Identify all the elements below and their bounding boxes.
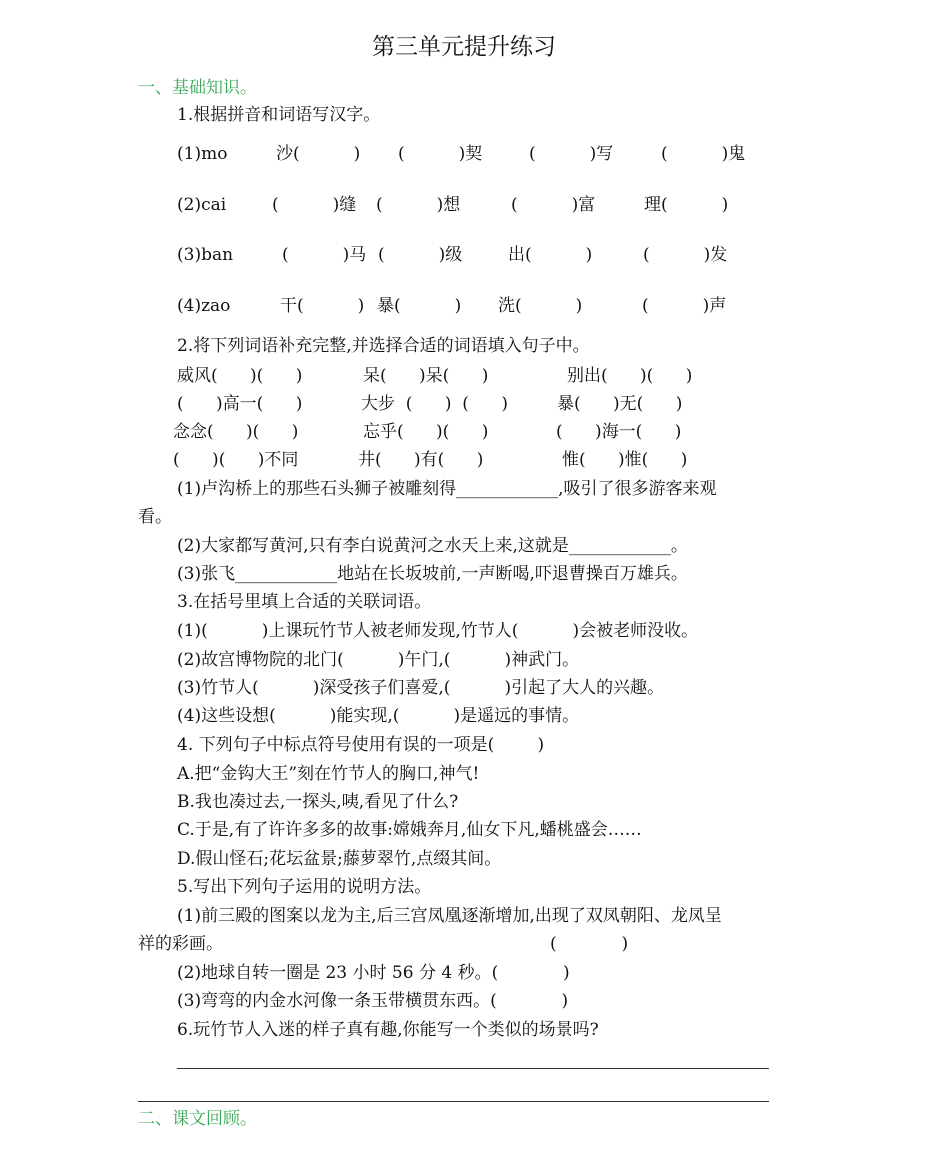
question-1-stem: 1.根据拼音和词语写汉字。 bbox=[177, 105, 381, 125]
q2-sentence-1: (1)卢沟桥上的那些石头狮子被雕刻得____________,吸引了很多游客来观 bbox=[177, 479, 717, 499]
section-heading-2: 二、课文回顾。 bbox=[138, 1109, 257, 1129]
q1-blank-item: 理( ) bbox=[644, 195, 729, 215]
q1-blank-item: ( )契 bbox=[398, 144, 483, 164]
q5-item-1: (1)前三殿的图案以龙为主,后三宫凤凰逐渐增加,出现了双凤朝阳、龙凤呈 bbox=[177, 906, 722, 926]
q2-sentence-2: (2)大家都写黄河,只有李白说黄河之水天上来,这就是____________。 bbox=[177, 536, 688, 556]
q1-blank-item: 干( ) bbox=[280, 296, 365, 316]
q5-item-2: (2)地球自转一圈是 23 小时 56 分 4 秒。( ) bbox=[177, 963, 570, 983]
question-4-stem: 4. 下列句子中标点符号使用有误的一项是( ) bbox=[177, 735, 545, 755]
question-3-stem: 3.在括号里填上合适的关联词语。 bbox=[177, 592, 432, 612]
q5-item-3: (3)弯弯的内金水河像一条玉带横贯东西。( ) bbox=[177, 991, 569, 1011]
q5-item-1-continued: 祥的彩画。 bbox=[138, 934, 223, 954]
q3-item: (1)( )上课玩竹节人被老师发现,竹节人( )会被老师没收。 bbox=[177, 621, 699, 641]
answer-line bbox=[138, 1101, 769, 1102]
idiom-item: 威风( )( ) bbox=[177, 366, 303, 386]
q1-row-label: (4)zao bbox=[177, 296, 231, 316]
idiom-item: ( )( )不同 bbox=[173, 450, 299, 470]
q1-blank-item: ( )缝 bbox=[272, 195, 357, 215]
idiom-item: 暴( )无( ) bbox=[557, 394, 683, 414]
q4-option-d: D.假山怪石;花坛盆景;藤萝翠竹,点缀其间。 bbox=[177, 849, 502, 869]
q1-row-label: (1)mo bbox=[177, 144, 228, 164]
q1-blank-item: 暴( ) bbox=[377, 296, 462, 316]
q4-option-a: A.把“金钩大王”刻在竹节人的胸口,神气! bbox=[177, 764, 480, 784]
idiom-item: 惟( )惟( ) bbox=[562, 450, 688, 470]
idiom-item: 别出( )( ) bbox=[567, 366, 693, 386]
idiom-item: ( )海一( ) bbox=[556, 422, 682, 442]
answer-line bbox=[177, 1068, 769, 1069]
idiom-item: 呆( )呆( ) bbox=[363, 366, 489, 386]
q1-blank-item: ( )发 bbox=[643, 245, 728, 265]
q1-row-label: (2)cai bbox=[177, 195, 227, 215]
q2-sentence-1-continued: 看。 bbox=[138, 507, 172, 527]
idiom-item: ( )高一( ) bbox=[177, 394, 303, 414]
q1-blank-item: 沙( ) bbox=[276, 144, 361, 164]
q1-blank-item: ( )写 bbox=[529, 144, 614, 164]
q1-blank-item: ( )级 bbox=[378, 245, 463, 265]
q3-item: (3)竹节人( )深受孩子们喜爱,( )引起了大人的兴趣。 bbox=[177, 678, 665, 698]
q5-answer-blank: ( ) bbox=[550, 934, 629, 954]
q1-blank-item: ( )想 bbox=[376, 195, 461, 215]
page-title: 第三单元提升练习 bbox=[372, 34, 556, 60]
q1-row-label: (3)ban bbox=[177, 245, 234, 265]
q3-item: (4)这些设想( )能实现,( )是遥远的事情。 bbox=[177, 706, 580, 726]
q1-blank-item: 出( ) bbox=[508, 245, 593, 265]
q1-blank-item: ( )鬼 bbox=[661, 144, 746, 164]
q4-option-c: C.于是,有了许许多多的故事:嫦娥奔月,仙女下凡,蟠桃盛会…… bbox=[177, 820, 642, 840]
idiom-item: 念念( )( ) bbox=[173, 422, 299, 442]
q4-option-b: B.我也凑过去,一探头,咦,看见了什么? bbox=[177, 792, 459, 812]
idiom-item: 井( )有( ) bbox=[358, 450, 484, 470]
question-2-stem: 2.将下列词语补充完整,并选择合适的词语填入句子中。 bbox=[177, 336, 590, 356]
idiom-item: 大步 ( ) ( ) bbox=[361, 394, 508, 414]
q3-item: (2)故宫博物院的北门( )午门,( )神武门。 bbox=[177, 650, 580, 670]
q1-blank-item: ( )马 bbox=[282, 245, 367, 265]
question-6-stem: 6.玩竹节人入迷的样子真有趣,你能写一个类似的场景吗? bbox=[177, 1020, 599, 1040]
q1-blank-item: ( )富 bbox=[511, 195, 596, 215]
idiom-item: 忘乎( )( ) bbox=[363, 422, 489, 442]
question-5-stem: 5.写出下列句子运用的说明方法。 bbox=[177, 877, 432, 897]
q1-blank-item: 洗( ) bbox=[498, 296, 583, 316]
q1-blank-item: ( )声 bbox=[642, 296, 727, 316]
q2-sentence-3: (3)张飞____________地站在长坂坡前,一声断喝,吓退曹操百万雄兵。 bbox=[177, 564, 688, 584]
section-heading-1: 一、基础知识。 bbox=[138, 78, 257, 98]
